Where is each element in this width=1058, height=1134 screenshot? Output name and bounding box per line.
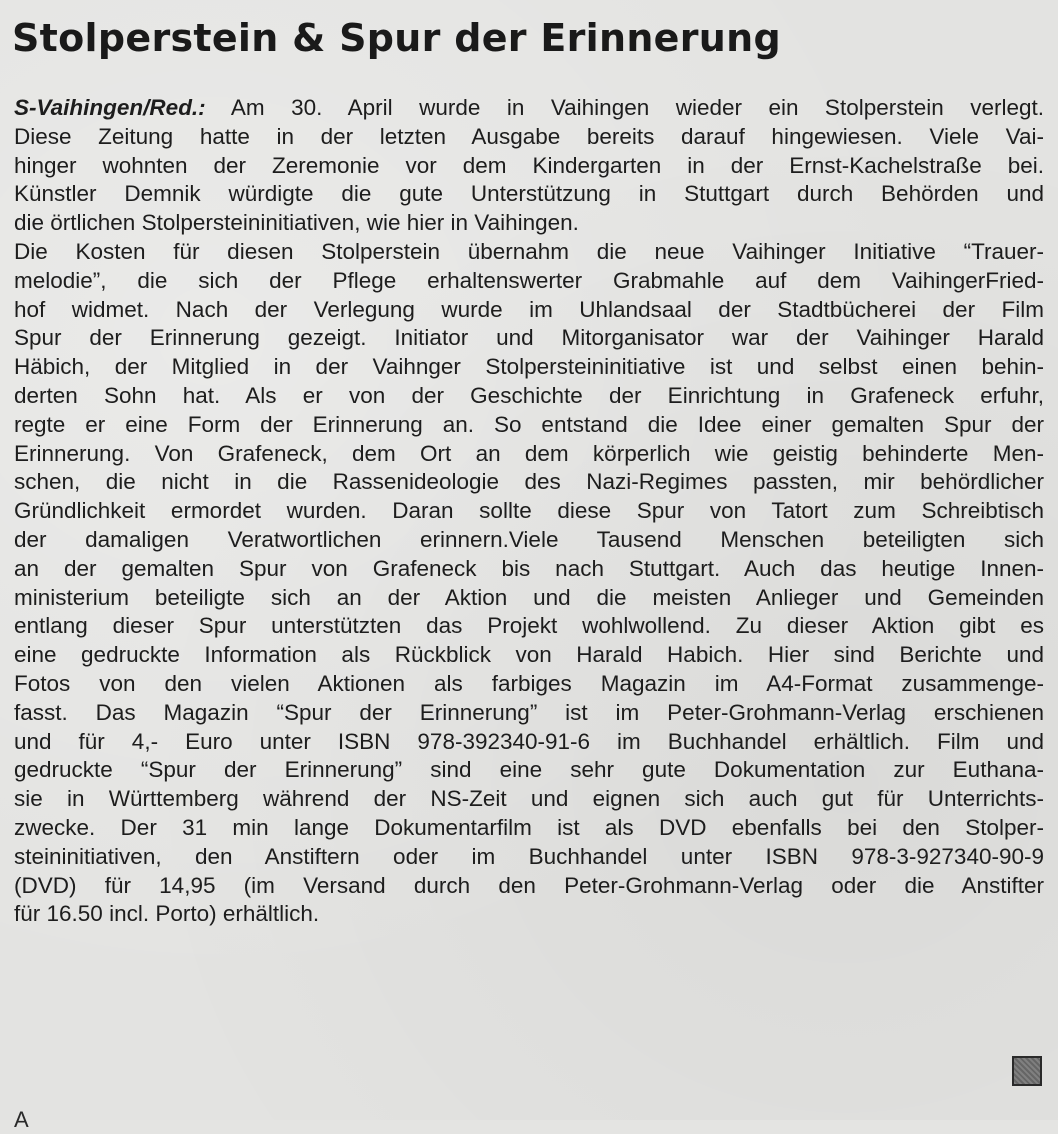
article-line: Die Kosten für diesen Stolperstein übernahm die neue Vaihinger Initiative “Trauer- <box>14 238 1044 264</box>
article-line-text: Am 30. April wurde in Vaihingen wieder ein Stolperstein verlegt. <box>205 95 1044 120</box>
article-line: Gründlichkeit ermordet wurden. Daran sollte diese Spur von Tatort zum Schreibtisch <box>14 498 1044 524</box>
article-line: Erinnerung. Von Grafeneck, dem Ort an dem körperlich wie geistig behinderte Men- <box>14 440 1044 466</box>
article-line: Häbich, der Mitglied in der Vaihnger Stolpersteininitiative ist und selbst einen behin- <box>14 354 1044 380</box>
article-line: Diese Zeitung hatte in der letzten Ausgabe bereits darauf hingewiesen. Viele Vai- <box>14 123 1044 149</box>
article-line: Spur der Erinnerung gezeigt. Initiator und Mitorganisator war der Vaihinger Harald <box>14 325 1044 351</box>
article-line <box>14 94 1044 123</box>
article-line: der damaligen Veratwortlichen erinnern.Viele Tausend Menschen beteiligten sich <box>14 526 1044 552</box>
next-article-fragment: A <box>14 1107 29 1132</box>
article-line: Fotos von den vielen Aktionen als farbiges Magazin im A4-Format zusammenge- <box>14 670 1044 696</box>
article-line: gedruckte “Spur der Erinnerung” sind eine sehr gute Dokumentation zur Euthana- <box>14 757 1044 783</box>
article-line: (DVD) für 14,95 (im Versand durch den Peter-Grohmann-Verlag oder die Anstifter <box>14 872 1044 898</box>
article-line: zwecke. Der 31 min lange Dokumentarfilm ist als DVD ebenfalls bei den Stolper- <box>14 814 1044 840</box>
article-line: melodie”, die sich der Pflege erhaltenswerter Grabmahle auf dem VaihingerFried- <box>14 267 1044 293</box>
article-line: schen, die nicht in die Rassenideologie des Nazi-Regimes passten, mir behördlicher <box>14 469 1044 495</box>
end-of-article-square-icon <box>1012 1056 1042 1086</box>
article-line: eine gedruckte Information als Rückblick von Harald Habich. Hier sind Berichte und <box>14 642 1044 668</box>
article-line: an der gemalten Spur von Grafeneck bis nach Stuttgart. Auch das heutige Innen- <box>14 555 1044 581</box>
article-headline: Stolperstein & Spur der Erinnerung <box>12 16 781 60</box>
article-line: steininitiativen, den Anstiftern oder im Buchhandel unter ISBN 978-3-927340-90-9 <box>14 843 1044 869</box>
article-body <box>14 94 1044 929</box>
article-line: entlang dieser Spur unterstützten das Projekt wohlwollend. Zu dieser Aktion gibt es <box>14 613 1044 639</box>
article-line: hof widmet. Nach der Verlegung wurde im Uhlandsaal der Stadtbücherei der Film <box>14 296 1044 322</box>
article-dateline: S-Vaihingen/Red.: <box>14 95 206 120</box>
article-line: und für 4,- Euro unter ISBN 978-392340-91-6 im Buchhandel erhältlich. Film und <box>14 728 1044 754</box>
article-line: regte er eine Form der Erinnerung an. So entstand die Idee einer gemalten Spur der <box>14 411 1044 437</box>
article-line: ministerium beteiligte sich an der Aktion und die meisten Anlieger und Gemeinden <box>14 584 1044 610</box>
article-line: Künstler Demnik würdigte die gute Unterstützung in Stuttgart durch Behörden und <box>14 181 1044 207</box>
article-line: die örtlichen Stolpersteininitiativen, wie hier in Vaihingen. <box>14 210 579 236</box>
article-line: fasst. Das Magazin “Spur der Erinnerung” ist im Peter-Grohmann-Verlag erschienen <box>14 699 1044 725</box>
article-line: hinger wohnten der Zeremonie vor dem Kindergarten in der Ernst-Kachelstraße bei. <box>14 152 1044 178</box>
article-line: derten Sohn hat. Als er von der Geschichte der Einrichtung in Grafeneck erfuhr, <box>14 382 1044 408</box>
article-line: sie in Württemberg während der NS-Zeit und eignen sich auch gut für Unterrichts- <box>14 786 1044 812</box>
article-line: für 16.50 incl. Porto) erhältlich. <box>14 901 320 927</box>
